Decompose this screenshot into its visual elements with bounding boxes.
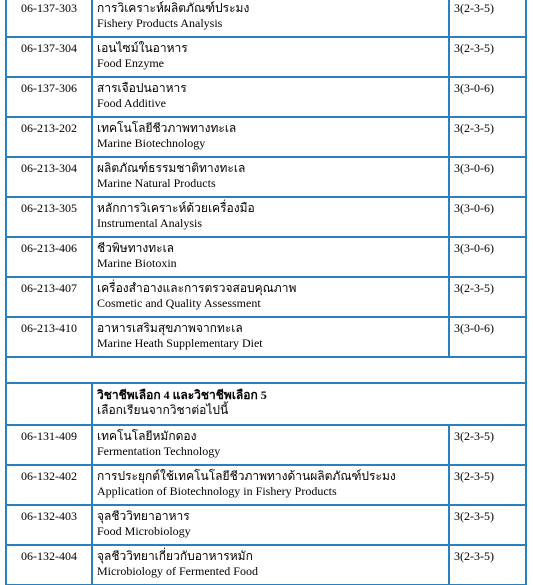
course-name-english: Food Additive	[97, 96, 167, 110]
course-code: 06-137-304	[7, 38, 91, 76]
course-credit: 3(3-0-6)	[450, 78, 525, 116]
course-table-top-section	[7, 0, 525, 356]
course-code: 06-137-306	[7, 78, 91, 116]
course-name-cell	[93, 38, 448, 76]
course-row	[7, 78, 525, 116]
course-name-cell	[93, 78, 448, 116]
course-name-cell	[93, 238, 448, 276]
course-name-thai: จุลชีววิทยาเกี่ยวกับอาหารหมัก	[97, 549, 253, 563]
course-credit: 3(3-0-6)	[450, 238, 525, 276]
course-name-english: Marine Biotechnology	[97, 136, 206, 150]
course-name-cell	[93, 506, 448, 544]
course-row	[7, 278, 525, 316]
course-name-cell	[93, 426, 448, 464]
course-table	[5, 0, 527, 585]
course-row	[7, 506, 525, 544]
course-credit: 3(3-0-6)	[450, 318, 525, 356]
blank-separator-cell	[7, 358, 525, 382]
course-name-english: Microbiology of Fermented Food	[97, 564, 258, 578]
course-row	[7, 318, 525, 356]
elective-group-row	[7, 384, 525, 424]
course-credit: 3(2-3-5)	[450, 426, 525, 464]
course-row	[7, 546, 525, 584]
course-code: 06-213-407	[7, 278, 91, 316]
course-name-cell	[93, 118, 448, 156]
course-name-english: Food Microbiology	[97, 524, 191, 538]
group-title: วิชาชีพเลือก 4 และวิชาชีพเลือก 5	[97, 388, 267, 402]
course-row	[7, 426, 525, 464]
course-name-thai: เทคโนโลยีชีวภาพทางทะเล	[97, 121, 237, 135]
course-name-thai: เทคโนโลยีหมักดอง	[97, 429, 197, 443]
course-credit: 3(2-3-5)	[450, 0, 525, 36]
course-code: 06-132-404	[7, 546, 91, 584]
course-name-thai: ชีวพิษทางทะเล	[97, 241, 175, 255]
course-code: 06-213-305	[7, 198, 91, 236]
course-row	[7, 466, 525, 504]
course-name-thai: สารเจือปนอาหาร	[97, 81, 187, 95]
course-row	[7, 198, 525, 236]
group-heading-cell	[93, 384, 525, 424]
course-table-blank-section	[7, 358, 525, 382]
course-name-thai: การประยุกต์ใช้เทคโนโลยีชีวภาพทางด้านผลิตภัณฑ์ประมง	[97, 469, 396, 483]
course-name-cell	[93, 158, 448, 196]
course-name-cell	[93, 278, 448, 316]
course-row	[7, 0, 525, 36]
course-code: 06-213-304	[7, 158, 91, 196]
course-name-cell	[93, 318, 448, 356]
course-credit: 3(2-3-5)	[450, 506, 525, 544]
course-row	[7, 238, 525, 276]
blank-separator-row	[7, 358, 525, 382]
course-credit: 3(3-0-6)	[450, 198, 525, 236]
course-code: 06-213-406	[7, 238, 91, 276]
course-name-english: Food Enzyme	[97, 56, 164, 70]
course-name-cell	[93, 0, 448, 36]
course-credit: 3(2-3-5)	[450, 118, 525, 156]
course-name-english: Cosmetic and Quality Assessment	[97, 296, 261, 310]
course-name-thai: หลักการวิเคราะห์ด้วยเครื่องมือ	[97, 201, 255, 215]
course-credit: 3(2-3-5)	[450, 38, 525, 76]
course-code: 06-213-410	[7, 318, 91, 356]
course-name-cell	[93, 466, 448, 504]
course-name-thai: เอนไซม์ในอาหาร	[97, 41, 188, 55]
course-name-thai: การวิเคราะห์ผลิตภัณฑ์ประมง	[97, 1, 250, 15]
course-name-english: Marine Natural Products	[97, 176, 216, 190]
course-credit: 3(3-0-6)	[450, 158, 525, 196]
course-row	[7, 158, 525, 196]
course-code: 06-132-402	[7, 466, 91, 504]
group-subtitle: เลือกเรียนจากวิชาต่อไปนี้	[97, 403, 229, 417]
course-name-thai: เครื่องสำอางและการตรวจสอบคุณภาพ	[97, 281, 297, 295]
course-row	[7, 118, 525, 156]
course-name-english: Application of Biotechnology in Fishery Products	[97, 484, 337, 498]
course-code: 06-213-202	[7, 118, 91, 156]
course-code: 06-131-409	[7, 426, 91, 464]
course-name-thai: อาหารเสริมสุขภาพจากทะเล	[97, 321, 243, 335]
course-name-english: Marine Biotoxin	[97, 256, 177, 270]
course-name-english: Instrumental Analysis	[97, 216, 202, 230]
course-name-english: Fermentation Technology	[97, 444, 221, 458]
course-credit: 3(2-3-5)	[450, 546, 525, 584]
course-name-cell	[93, 546, 448, 584]
course-credit: 3(2-3-5)	[450, 466, 525, 504]
course-code: 06-137-303	[7, 0, 91, 36]
course-name-cell	[93, 198, 448, 236]
course-row	[7, 38, 525, 76]
course-name-thai: ผลิตภัณฑ์ธรรมชาติทางทะเล	[97, 161, 246, 175]
course-code: 06-132-403	[7, 506, 91, 544]
course-table-group-section	[7, 384, 525, 424]
course-table-bottom-section	[7, 426, 525, 584]
group-code-cell	[7, 384, 91, 424]
course-name-english: Fishery Products Analysis	[97, 16, 223, 30]
course-credit: 3(2-3-5)	[450, 278, 525, 316]
course-name-thai: จุลชีววิทยาอาหาร	[97, 509, 190, 523]
course-name-english: Marine Heath Supplementary Diet	[97, 336, 263, 350]
